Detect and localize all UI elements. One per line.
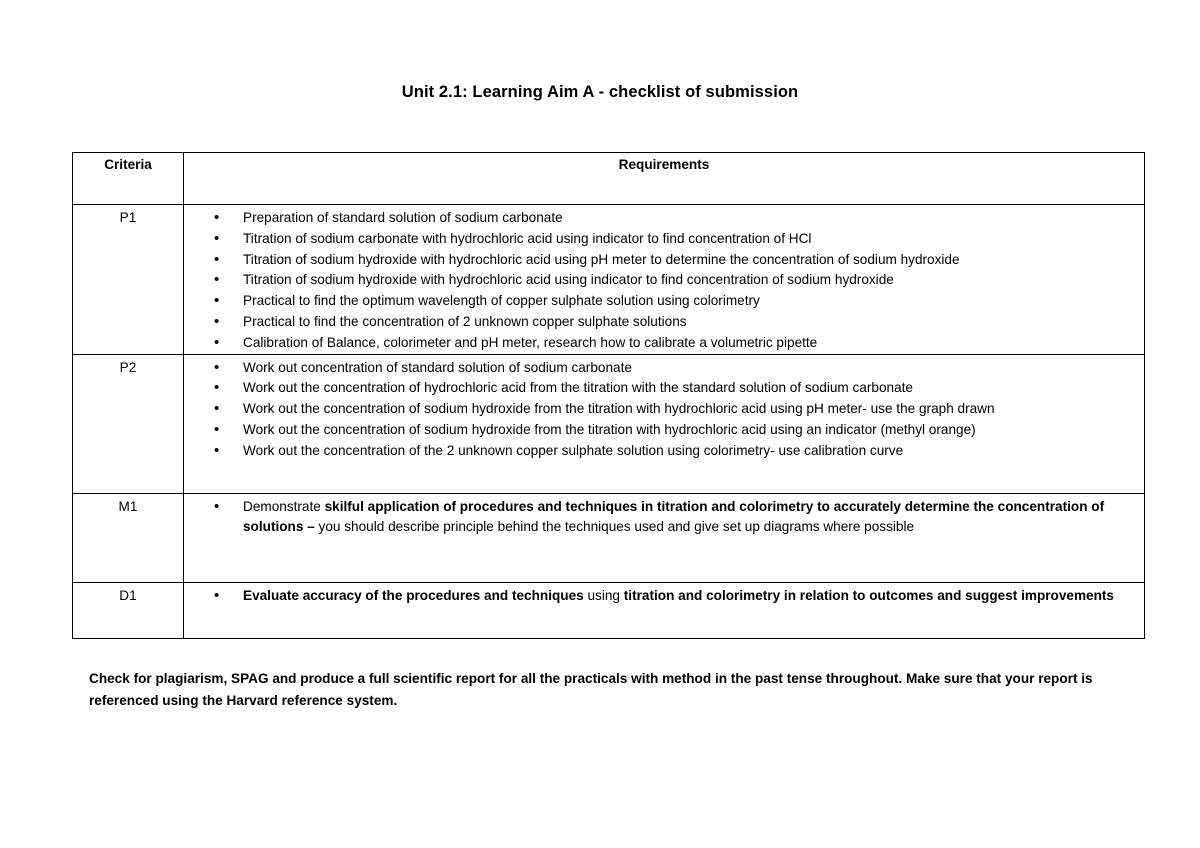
list-item: • Titration of sodium hydroxide with hydrochloric acid using pH meter to determine the concentration of sodium hydroxide <box>184 250 1144 271</box>
list-item <box>184 497 1144 539</box>
table-row-d1 <box>73 582 1145 638</box>
requirements-list <box>184 583 1144 607</box>
criteria-cell: D1 <box>73 582 184 638</box>
list-item: • Preparation of standard solution of sodium carbonate <box>184 208 1144 229</box>
bold-text-segment: skilful application of procedures and techniques in titration and colorimetry <box>324 498 814 514</box>
list-item: • Work out the concentration of the 2 unknown copper sulphate solution using colorimetry- use calibration curve <box>184 441 1144 462</box>
requirements-cell <box>184 582 1145 638</box>
requirements-cell <box>184 205 1145 355</box>
list-item <box>184 586 1144 607</box>
list-item: • Practical to find the optimum wavelength of copper sulphate solution using colorimetry <box>184 291 1144 312</box>
table-header-row <box>73 153 1145 205</box>
requirements-header: Requirements <box>184 153 1145 205</box>
submission-note: Check for plagiarism, SPAG and produce a full scientific report for all the practicals with method in the past tense throughout. Make sure that your report is referenced using the Harvard reference system. <box>89 671 1093 708</box>
bold-text-segment: in relation to outcomes and suggest improvements <box>780 587 1114 603</box>
list-item: • Practical to find the concentration of 2 unknown copper sulphate solutions <box>184 312 1144 333</box>
requirements-list <box>184 494 1144 539</box>
table-row-p1 <box>73 205 1145 355</box>
criteria-cell: P2 <box>73 354 184 493</box>
list-item: • Titration of sodium hydroxide with hydrochloric acid using indicator to find concentration of sodium hydroxide <box>184 270 1144 291</box>
table-row-p2 <box>73 354 1145 493</box>
checklist-table <box>72 152 1145 639</box>
text-segment: Demonstrate <box>243 498 325 514</box>
requirements-cell <box>184 354 1145 493</box>
bold-text-segment: Evaluate accuracy of the procedures and techniques <box>243 587 584 603</box>
criteria-header: Criteria <box>73 153 184 205</box>
requirements-list <box>184 355 1144 462</box>
page-title: Unit 2.1: Learning Aim A - checklist of submission <box>401 83 799 101</box>
bold-text-segment: titration and colorimetry <box>623 587 781 603</box>
criteria-cell: M1 <box>73 493 184 582</box>
list-item: • Work out the concentration of hydrochloric acid from the titration with the standard solution of sodium carbonate <box>184 378 1144 399</box>
bold-text-segment: to accurately determine the concentration of solutions – <box>243 498 1105 535</box>
list-item: • Calibration of Balance, colorimeter and pH meter, research how to calibrate a volumetric pipette <box>184 333 1144 354</box>
list-item: • Work out concentration of standard solution of sodium carbonate <box>184 358 1144 379</box>
list-item: • Work out the concentration of sodium hydroxide from the titration with hydrochloric acid using an indicator (methyl orange) <box>184 420 1144 441</box>
table-row-m1 <box>73 493 1145 582</box>
text-segment: using <box>583 587 624 603</box>
criteria-cell: P1 <box>73 205 184 355</box>
list-item: • Work out the concentration of sodium hydroxide from the titration with hydrochloric acid using pH meter- use the graph drawn <box>184 399 1144 420</box>
list-item: • Titration of sodium carbonate with hydrochloric acid using indicator to find concentration of HCl <box>184 229 1144 250</box>
text-segment: you should describe principle behind the techniques used and give set up diagrams where possible <box>314 519 915 535</box>
requirements-cell <box>184 493 1145 582</box>
requirements-list <box>184 205 1144 354</box>
